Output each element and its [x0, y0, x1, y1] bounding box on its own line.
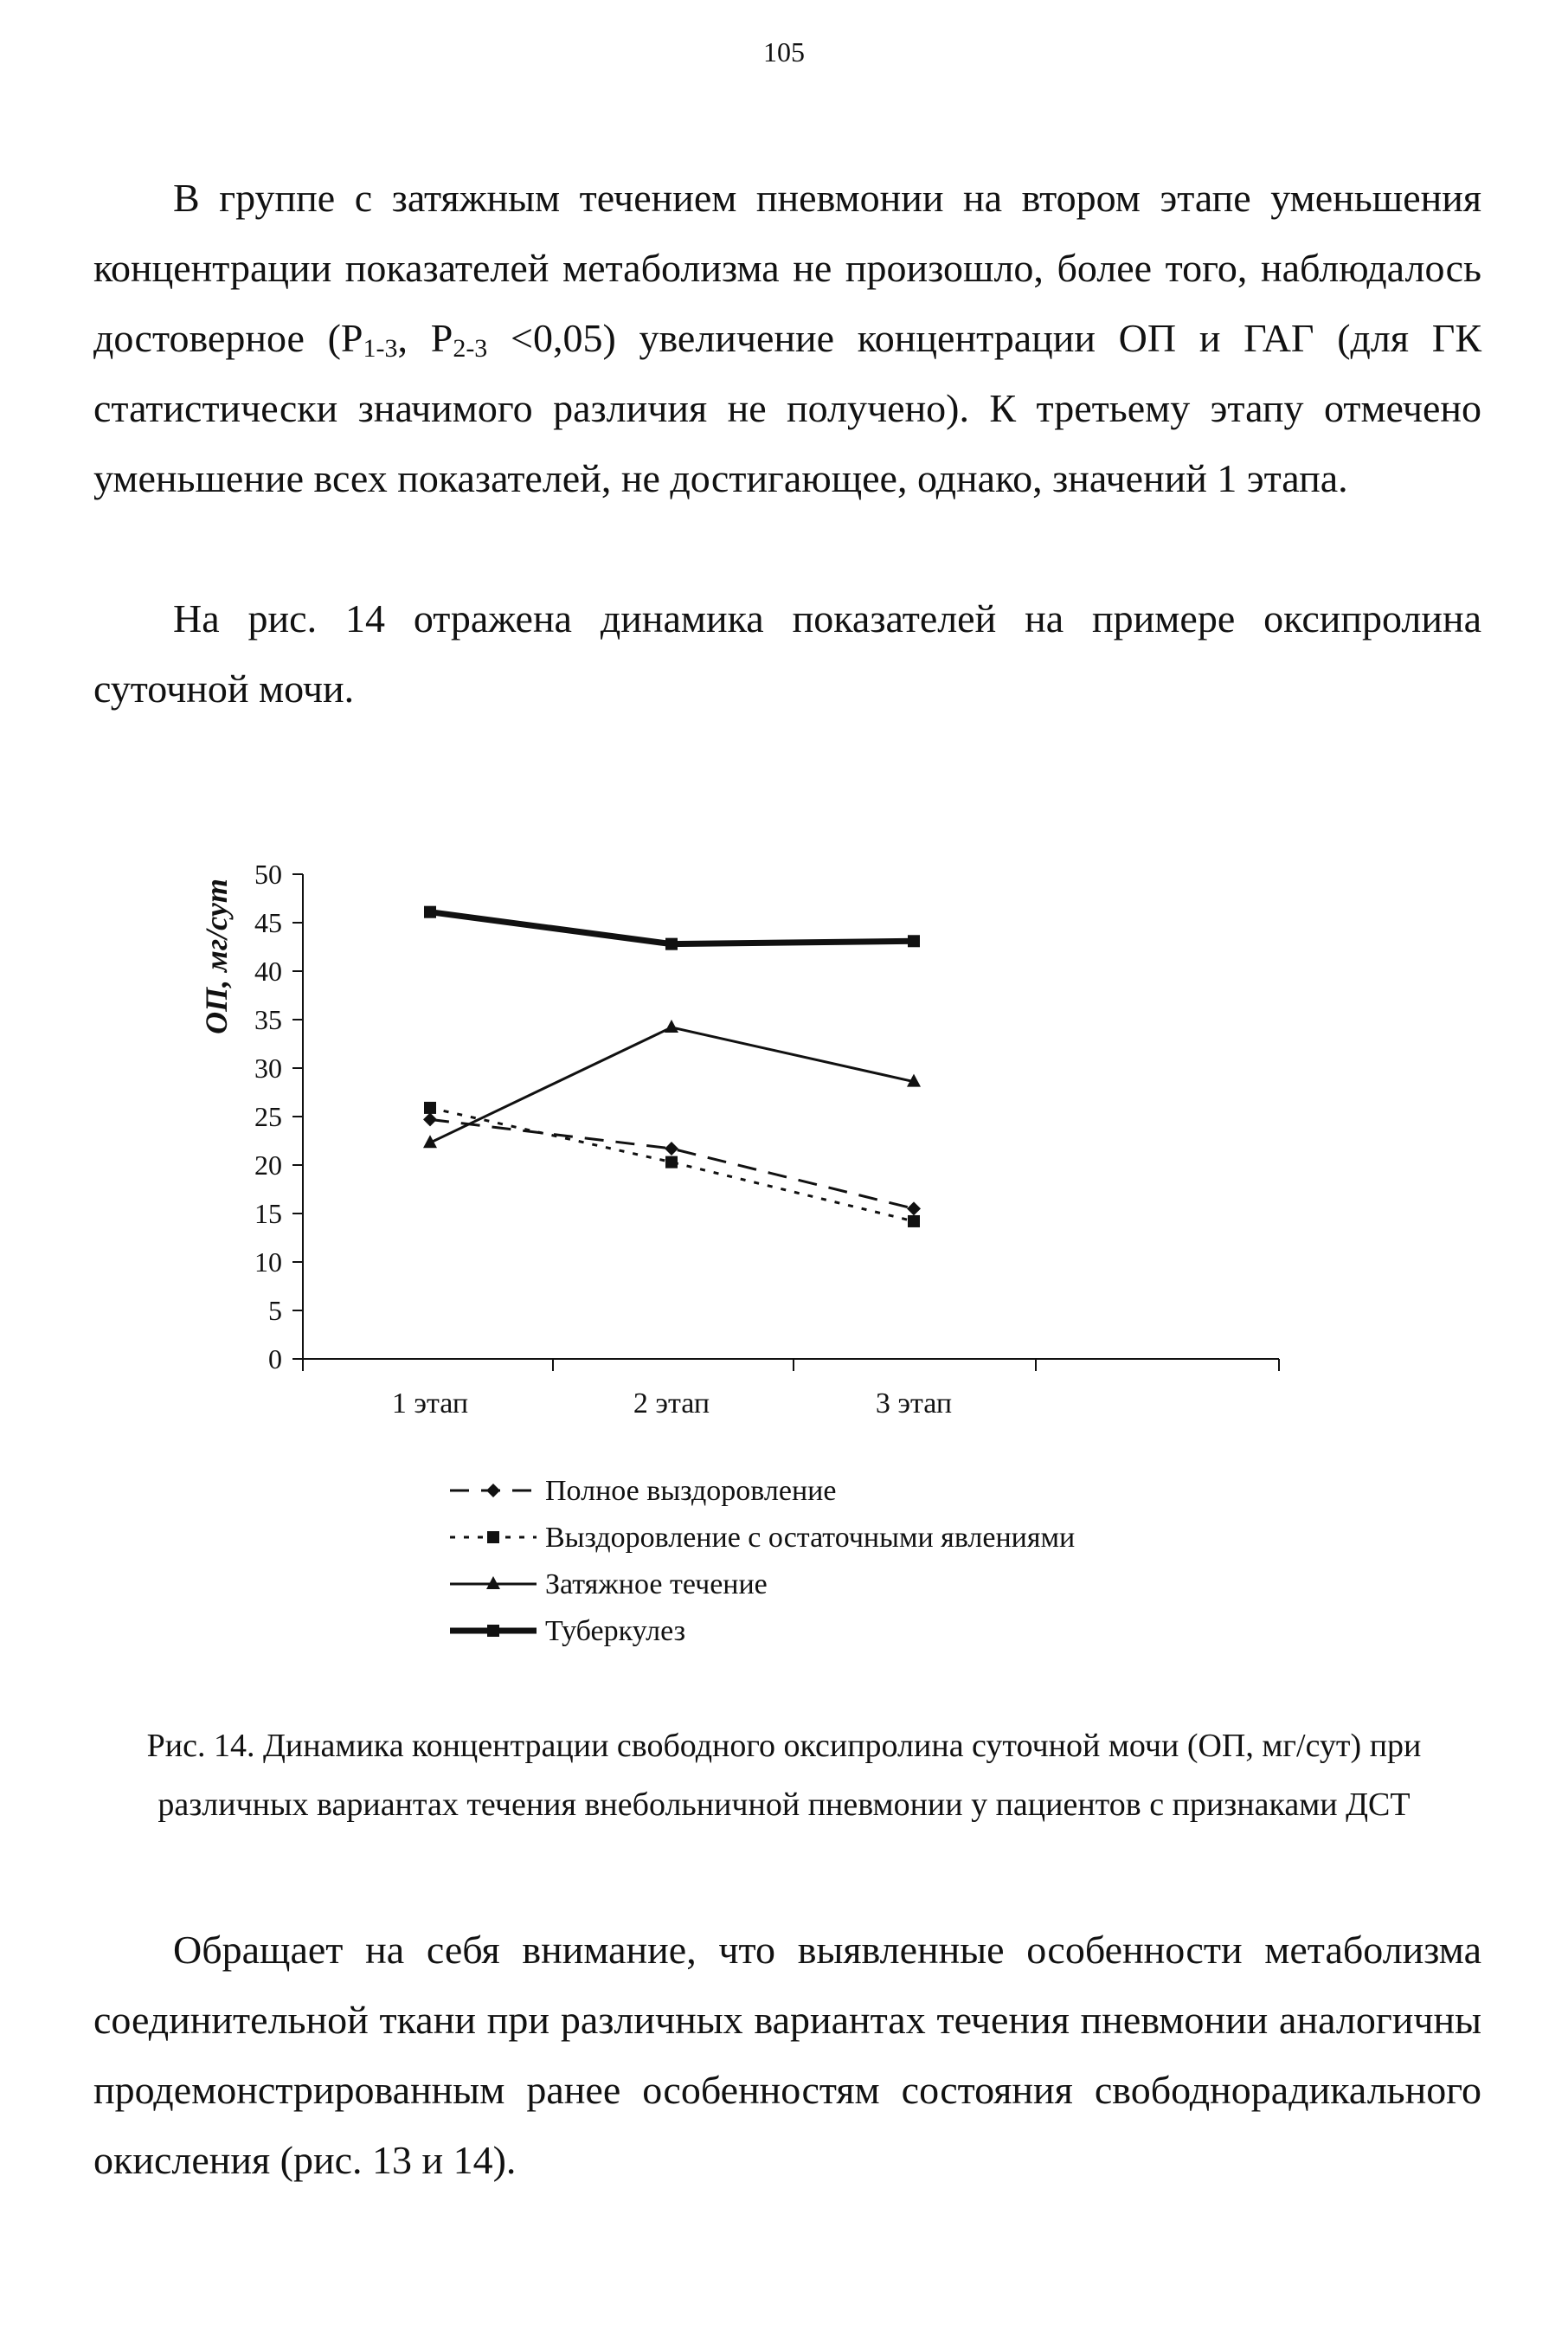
p-subscript-1-3: 1-3	[363, 334, 398, 363]
legend-label: Туберкулез	[545, 1615, 686, 1647]
page-number: 105	[763, 36, 805, 68]
y-tick-label: 15	[254, 1198, 282, 1229]
legend-marker	[486, 1484, 500, 1497]
p-subscript-2-3: 2-3	[453, 334, 488, 363]
y-tick-label: 0	[268, 1343, 282, 1375]
data-point	[665, 1020, 678, 1033]
x-tick-label: 1 этап	[391, 1387, 469, 1420]
y-axis-title: ОП, мг/сут	[199, 879, 234, 1034]
paragraph-conclusion	[93, 1915, 1481, 2195]
y-tick-label: 45	[254, 907, 282, 938]
y-tick-label: 30	[254, 1053, 282, 1084]
paragraph1-before: В группе с затяжным течением пневмонии на втором этапе уменьшения концентрации показателей метаболизма не произошло, более того, наблюдалось достоверное (P	[93, 176, 1481, 360]
paragraph1-after: <0,05) увеличение концентрации ОП и ГАГ (для ГК статистически значимого различия не получено). К третьему этапу отмечено уменьшение всех показателей, не достигающее, однако, значений 1 этапа.	[93, 316, 1482, 500]
legend-label: Выздоровление с остаточными явлениями	[545, 1522, 1076, 1554]
y-tick-label: 50	[254, 859, 282, 890]
data-point	[424, 1102, 436, 1114]
y-tick-label: 20	[254, 1149, 282, 1181]
data-point	[665, 938, 678, 950]
y-tick-label: 35	[254, 1004, 282, 1035]
legend-marker	[487, 1625, 499, 1637]
paragraph3-text: Обращает на себя внимание, что выявленные особенности метаболизма соединительной ткани при различных вариантах течения пневмонии аналогичны продемонстрированным ранее особенностям состояния свободнорадикального окисления (рис. 13 и 14).	[93, 1928, 1481, 2182]
data-point	[908, 935, 920, 947]
y-tick-label: 25	[254, 1101, 282, 1132]
paragraph2-text: На рис. 14 отражена динамика показателей на примере оксипролина суточной мочи.	[93, 596, 1481, 711]
legend-label: Полное выздоровление	[545, 1475, 837, 1507]
legend-marker	[487, 1531, 499, 1543]
data-point	[424, 906, 436, 918]
figure-caption: Рис. 14. Динамика концентрации свободного оксипролина суточной мочи (ОП, мг/сут) при различных вариантах течения внебольничной пневмонии у пациентов с признаками ДСТ	[146, 1728, 1422, 1823]
y-tick-label: 5	[268, 1295, 282, 1326]
data-point	[665, 1156, 678, 1168]
series-line	[430, 1027, 914, 1143]
x-tick-label: 3 этап	[875, 1387, 953, 1420]
y-tick-label: 40	[254, 956, 282, 987]
data-point	[665, 1142, 678, 1156]
data-point	[908, 1215, 920, 1227]
legend-label: Затяжное течение	[545, 1568, 768, 1600]
data-point	[423, 1112, 437, 1126]
data-point	[907, 1201, 921, 1215]
y-tick-label: 10	[254, 1246, 282, 1278]
x-tick-label: 2 этап	[633, 1387, 710, 1420]
paragraph1-mid: , P	[397, 316, 453, 360]
